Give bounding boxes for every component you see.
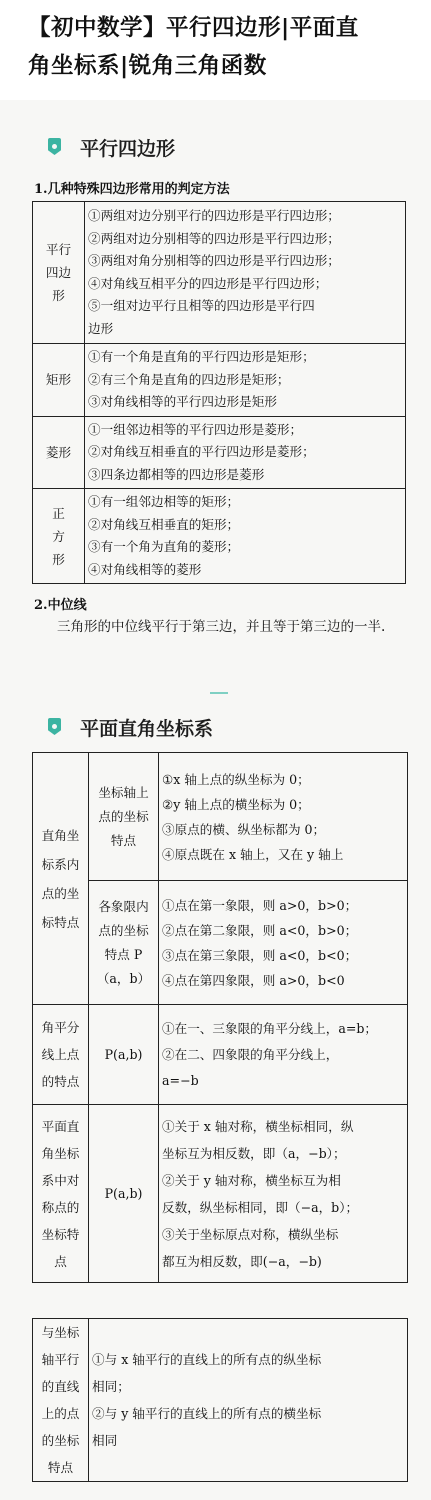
- coordinate-table: [32, 752, 408, 1283]
- sub-label: 坐标轴上点的坐标特点: [89, 753, 159, 881]
- sub-label: 各象限内点的坐标特点 P（a，b）: [89, 881, 159, 1005]
- sub-label: P(a,b): [89, 1105, 159, 1283]
- row-label: 角平分线上点的特点: [33, 1005, 89, 1105]
- section-title: 平面直角坐标系: [80, 718, 214, 740]
- group-label: 直角坐标系内点的坐标特点: [33, 753, 89, 1005]
- row-label: 矩形: [33, 344, 85, 417]
- article-header: [0, 0, 431, 96]
- subheading-judgement-methods: 1.几种特殊四边形常用的判定方法: [34, 182, 230, 197]
- section-title: 平行四边形: [80, 138, 176, 160]
- table-row: [33, 1319, 408, 1482]
- row-content: ①与 x 轴平行的直线上的所有点的纵坐标 相同； ②与 y 轴平行的直线上的所有点的横坐标 相同: [89, 1319, 408, 1482]
- row-content: ①关于 x 轴对称，横坐标相同，纵 坐标互为相反数，即（a，−b）； ②关于 y 轴对称，横坐标互为相 反数，纵坐标相同，即（−a，b）； ③关于坐标原点对称，横纵坐标 都互为相反数，即(−a，−b): [159, 1105, 408, 1283]
- table-row: [33, 489, 406, 584]
- article-title-line-1: 【初中数学】平行四边形|平面直: [28, 15, 359, 41]
- table-row: [33, 881, 408, 1005]
- article-title-line-2: 角坐标系|锐角三角函数: [28, 53, 267, 79]
- row-content: ①两组对边分别平行的四边形是平行四边形； ②两组对边分别相等的四边形是平行四边形； ③两组对角分别相等的四边形是平行四边形； ④对角线互相平分的四边形是平行四边形； ⑤一组对边平行且相等的四边形是平行四 边形: [85, 202, 406, 344]
- row-label: 平面直角坐标系中对称点的坐标特点: [33, 1105, 89, 1283]
- row-content: ①点在第一象限，则 a>0，b>0； ②点在第二象限，则 a<0，b>0； ③点在第三象限，则 a<0，b<0； ④点在第四象限，则 a>0，b<0: [159, 881, 408, 1005]
- row-label: 平行四边形: [33, 202, 85, 344]
- row-content: ①在一、三象限的角平分线上，a=b； ②在二、四象限的角平分线上， a=−b: [159, 1005, 408, 1105]
- table-row: [33, 416, 406, 489]
- table-row: [33, 202, 406, 344]
- row-content: ①一组邻边相等的平行四边形是菱形； ②对角线互相垂直的平行四边形是菱形； ③四条边都相等的四边形是菱形: [85, 416, 406, 489]
- divider: [210, 692, 228, 694]
- midline-paragraph: 三角形的中位线平行于第三边，并且等于第三边的一半.: [57, 619, 386, 635]
- table-row: [33, 1105, 408, 1283]
- row-label: 菱形: [33, 416, 85, 489]
- row-label: 与坐标轴平行的直线上的点的坐标特点: [33, 1319, 89, 1482]
- table-row: [33, 753, 408, 881]
- parallel-line-table: [32, 1318, 408, 1482]
- row-label: 正方形: [33, 489, 85, 584]
- quadrilateral-table: [32, 201, 406, 584]
- sub-label: P(a,b): [89, 1005, 159, 1105]
- row-content: ①有一组邻边相等的矩形； ②对角线互相垂直的矩形； ③有一个角为直角的菱形； ④对角线相等的菱形: [85, 489, 406, 584]
- subheading-midline: 2.中位线: [34, 598, 87, 613]
- row-content: ①有一个角是直角的平行四边形是矩形； ②有三个角是直角的四边形是矩形； ③对角线相等的平行四边形是矩形: [85, 344, 406, 417]
- table-row: [33, 1005, 408, 1105]
- row-content: ①x 轴上点的纵坐标为 0； ②y 轴上点的横坐标为 0； ③原点的横、纵坐标都为 0； ④原点既在 x 轴上，又在 y 轴上: [159, 753, 408, 881]
- table-row: [33, 344, 406, 417]
